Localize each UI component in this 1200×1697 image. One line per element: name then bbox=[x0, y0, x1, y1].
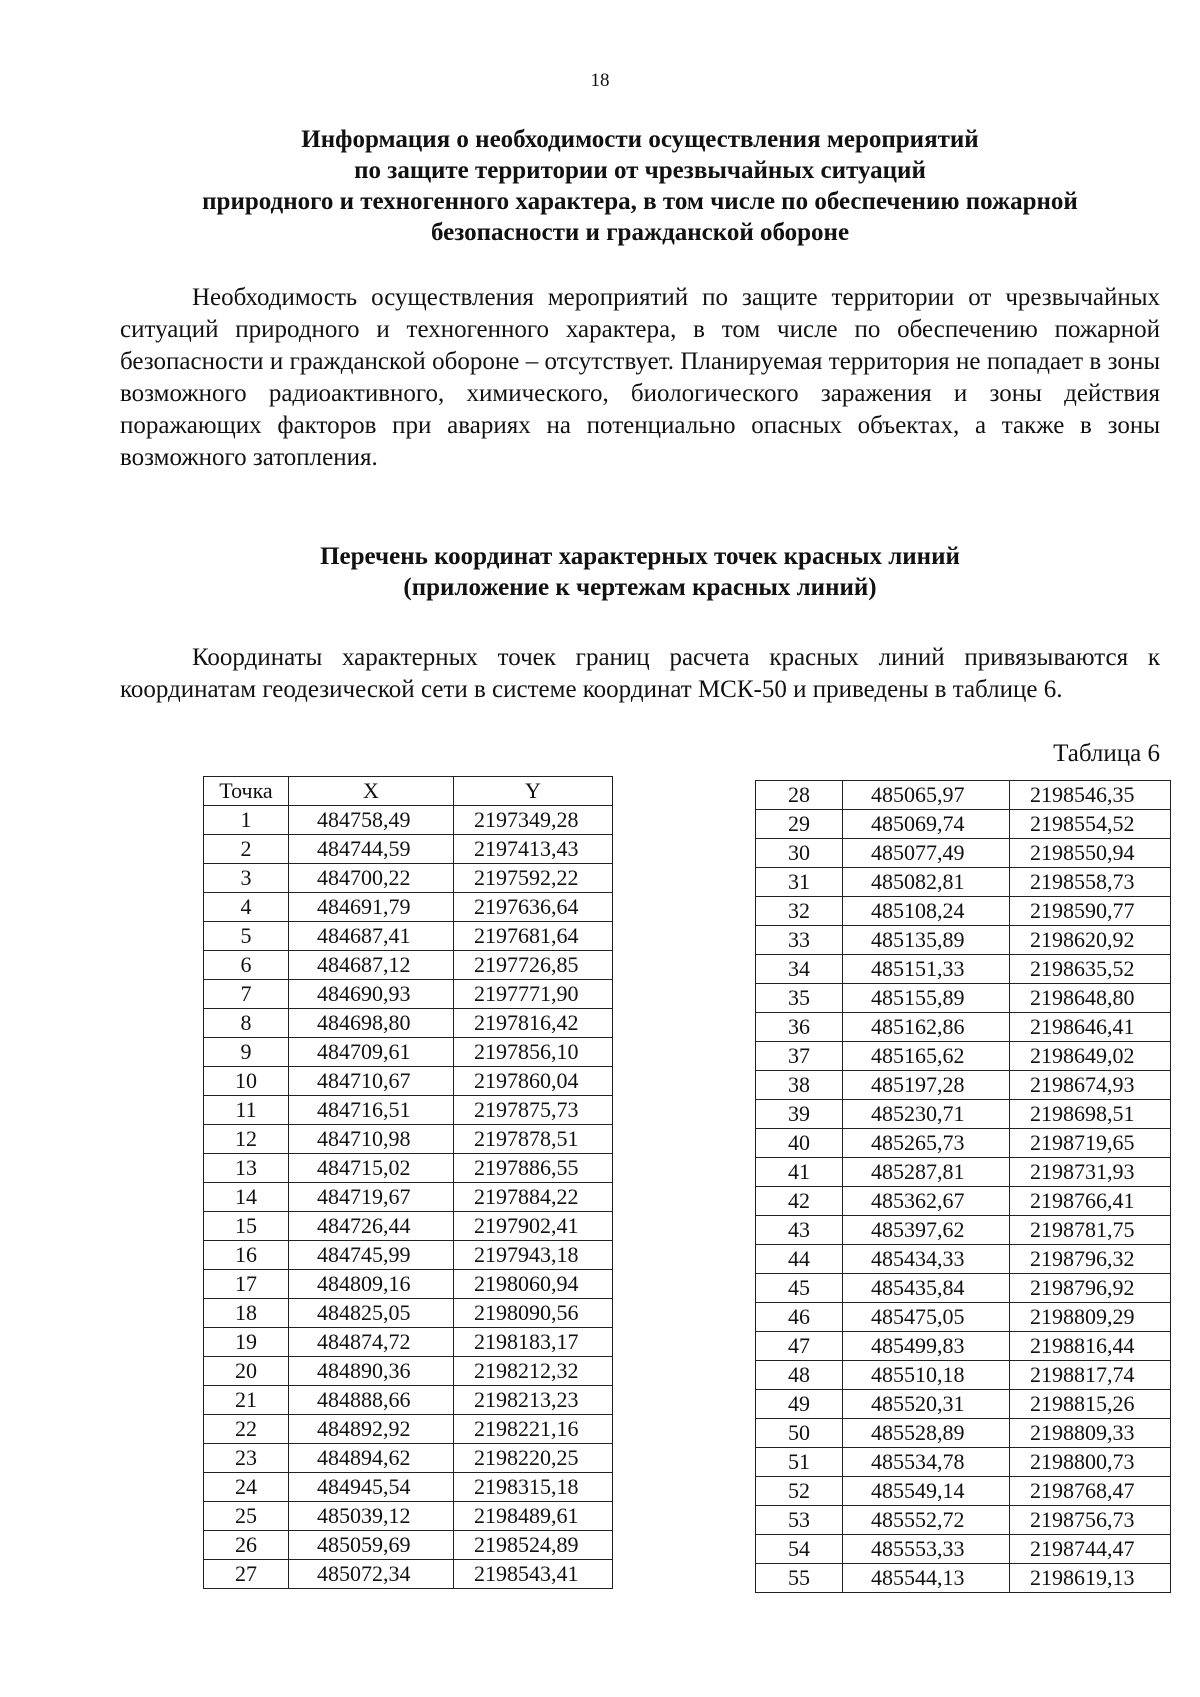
point-number: 49 bbox=[756, 1390, 843, 1419]
x-coordinate: 485072,34 bbox=[289, 1560, 454, 1589]
table-row bbox=[204, 1183, 613, 1212]
x-coordinate: 484888,66 bbox=[289, 1386, 454, 1415]
table-row bbox=[756, 1448, 1171, 1477]
x-coordinate: 485059,69 bbox=[289, 1531, 454, 1560]
table-header-row bbox=[204, 777, 613, 806]
y-coordinate: 2198489,61 bbox=[454, 1502, 613, 1531]
emergency-paragraph: Необходимость осуществления мероприятий по защите территории от чрезвычайных ситуаций природного и техногенного характера, в том числе по обеспечению пожарной безопасности и гражданской обороне – отсутствует. Планируемая территория не попадает в зоны возможного радиоактивного, химического, биологического заражения и зоны действия поражающих факторов при авариях на потенциально опасных объектах, а также в зоны возможного затопления. bbox=[120, 284, 1160, 471]
table-row bbox=[756, 1419, 1171, 1448]
y-coordinate: 2198315,18 bbox=[454, 1473, 613, 1502]
x-coordinate: 485549,14 bbox=[843, 1477, 1010, 1506]
x-coordinate: 485135,89 bbox=[843, 926, 1010, 955]
y-coordinate: 2198731,93 bbox=[1010, 1158, 1171, 1187]
y-coordinate: 2198635,52 bbox=[1010, 955, 1171, 984]
y-coordinate: 2197636,64 bbox=[454, 893, 613, 922]
y-coordinate: 2197771,90 bbox=[454, 980, 613, 1009]
y-coordinate: 2197726,85 bbox=[454, 951, 613, 980]
header-x: X bbox=[289, 777, 454, 806]
point-number: 34 bbox=[756, 955, 843, 984]
x-coordinate: 484892,92 bbox=[289, 1415, 454, 1444]
table-row bbox=[756, 1303, 1171, 1332]
point-number: 40 bbox=[756, 1129, 843, 1158]
y-coordinate: 2198800,73 bbox=[1010, 1448, 1171, 1477]
x-coordinate: 485520,31 bbox=[843, 1390, 1010, 1419]
page-number: 18 bbox=[590, 70, 610, 91]
y-coordinate: 2198809,33 bbox=[1010, 1419, 1171, 1448]
x-coordinate: 485151,33 bbox=[843, 955, 1010, 984]
x-coordinate: 485435,84 bbox=[843, 1274, 1010, 1303]
x-coordinate: 484715,02 bbox=[289, 1154, 454, 1183]
point-number: 55 bbox=[756, 1564, 843, 1593]
y-coordinate: 2198796,92 bbox=[1010, 1274, 1171, 1303]
x-coordinate: 485528,89 bbox=[843, 1419, 1010, 1448]
point-number: 15 bbox=[204, 1212, 289, 1241]
table-row bbox=[204, 835, 613, 864]
y-coordinate: 2198744,47 bbox=[1010, 1535, 1171, 1564]
point-number: 43 bbox=[756, 1216, 843, 1245]
x-coordinate: 485108,24 bbox=[843, 897, 1010, 926]
table-row bbox=[204, 1067, 613, 1096]
point-number: 17 bbox=[204, 1270, 289, 1299]
x-coordinate: 484687,12 bbox=[289, 951, 454, 980]
point-number: 46 bbox=[756, 1303, 843, 1332]
table-row bbox=[204, 1415, 613, 1444]
point-number: 14 bbox=[204, 1183, 289, 1212]
point-number: 24 bbox=[204, 1473, 289, 1502]
point-number: 51 bbox=[756, 1448, 843, 1477]
point-number: 9 bbox=[204, 1038, 289, 1067]
y-coordinate: 2198558,73 bbox=[1010, 868, 1171, 897]
table-row bbox=[204, 1473, 613, 1502]
point-number: 45 bbox=[756, 1274, 843, 1303]
x-coordinate: 484894,62 bbox=[289, 1444, 454, 1473]
y-coordinate: 2197943,18 bbox=[454, 1241, 613, 1270]
y-coordinate: 2198543,41 bbox=[454, 1560, 613, 1589]
table-row bbox=[204, 951, 613, 980]
point-number: 23 bbox=[204, 1444, 289, 1473]
y-coordinate: 2198817,74 bbox=[1010, 1361, 1171, 1390]
x-coordinate: 484719,67 bbox=[289, 1183, 454, 1212]
x-coordinate: 485165,62 bbox=[843, 1042, 1010, 1071]
table-row bbox=[756, 1274, 1171, 1303]
point-number: 2 bbox=[204, 835, 289, 864]
table-row bbox=[756, 1361, 1171, 1390]
point-number: 1 bbox=[204, 806, 289, 835]
x-coordinate: 484709,61 bbox=[289, 1038, 454, 1067]
x-coordinate: 485265,73 bbox=[843, 1129, 1010, 1158]
section-title-red-lines bbox=[120, 541, 1160, 603]
x-coordinate: 485553,33 bbox=[843, 1535, 1010, 1564]
title-line: (приложение к чертежам красных линий) bbox=[403, 574, 877, 601]
point-number: 38 bbox=[756, 1071, 843, 1100]
point-number: 10 bbox=[204, 1067, 289, 1096]
table-row bbox=[204, 1038, 613, 1067]
table-row bbox=[204, 1009, 613, 1038]
table-row bbox=[204, 893, 613, 922]
point-number: 54 bbox=[756, 1535, 843, 1564]
table-row bbox=[756, 1477, 1171, 1506]
point-number: 41 bbox=[756, 1158, 843, 1187]
table-row bbox=[204, 1357, 613, 1386]
point-number: 12 bbox=[204, 1125, 289, 1154]
point-number: 25 bbox=[204, 1502, 289, 1531]
x-coordinate: 484745,99 bbox=[289, 1241, 454, 1270]
table-row bbox=[756, 1216, 1171, 1245]
coordinates-table-left bbox=[203, 776, 613, 1589]
y-coordinate: 2197878,51 bbox=[454, 1125, 613, 1154]
y-coordinate: 2197816,42 bbox=[454, 1009, 613, 1038]
x-coordinate: 484890,36 bbox=[289, 1357, 454, 1386]
table-row bbox=[756, 1506, 1171, 1535]
y-coordinate: 2198590,77 bbox=[1010, 897, 1171, 926]
x-coordinate: 485077,49 bbox=[843, 839, 1010, 868]
table-row bbox=[204, 1096, 613, 1125]
x-coordinate: 484710,98 bbox=[289, 1125, 454, 1154]
x-coordinate: 485552,72 bbox=[843, 1506, 1010, 1535]
table-row bbox=[756, 781, 1171, 810]
y-coordinate: 2197413,43 bbox=[454, 835, 613, 864]
point-number: 3 bbox=[204, 864, 289, 893]
point-number: 39 bbox=[756, 1100, 843, 1129]
y-coordinate: 2198554,52 bbox=[1010, 810, 1171, 839]
point-number: 36 bbox=[756, 1013, 843, 1042]
table-row bbox=[756, 1535, 1171, 1564]
point-number: 30 bbox=[756, 839, 843, 868]
table-row bbox=[756, 1100, 1171, 1129]
y-coordinate: 2198649,02 bbox=[1010, 1042, 1171, 1071]
x-coordinate: 484758,49 bbox=[289, 806, 454, 835]
point-number: 53 bbox=[756, 1506, 843, 1535]
y-coordinate: 2198719,65 bbox=[1010, 1129, 1171, 1158]
table-row bbox=[756, 1042, 1171, 1071]
point-number: 6 bbox=[204, 951, 289, 980]
y-coordinate: 2198183,17 bbox=[454, 1328, 613, 1357]
point-number: 13 bbox=[204, 1154, 289, 1183]
x-coordinate: 484687,41 bbox=[289, 922, 454, 951]
table-body-left bbox=[204, 806, 613, 1589]
y-coordinate: 2198756,73 bbox=[1010, 1506, 1171, 1535]
table-row bbox=[756, 1158, 1171, 1187]
point-number: 31 bbox=[756, 868, 843, 897]
table-row bbox=[204, 1502, 613, 1531]
x-coordinate: 484874,72 bbox=[289, 1328, 454, 1357]
table-row bbox=[204, 806, 613, 835]
y-coordinate: 2197886,55 bbox=[454, 1154, 613, 1183]
point-number: 20 bbox=[204, 1357, 289, 1386]
table-row bbox=[756, 955, 1171, 984]
coordinates-paragraph: Координаты характерных точек границ расчета красных линий привязываются к координатам геодезической сети в системе координат МСК-50 и приведены в таблице 6. bbox=[120, 644, 1160, 703]
table-row bbox=[204, 1212, 613, 1241]
x-coordinate: 485534,78 bbox=[843, 1448, 1010, 1477]
x-coordinate: 485362,67 bbox=[843, 1187, 1010, 1216]
header-y: Y bbox=[454, 777, 613, 806]
table-row bbox=[204, 1241, 613, 1270]
table-row bbox=[204, 1328, 613, 1357]
x-coordinate: 484809,16 bbox=[289, 1270, 454, 1299]
x-coordinate: 485069,74 bbox=[843, 810, 1010, 839]
title-line: природного и техногенного характера, в том числе по обеспечению пожарной bbox=[202, 188, 1078, 215]
x-coordinate: 485082,81 bbox=[843, 868, 1010, 897]
x-coordinate: 484698,80 bbox=[289, 1009, 454, 1038]
x-coordinate: 485397,62 bbox=[843, 1216, 1010, 1245]
x-coordinate: 484825,05 bbox=[289, 1299, 454, 1328]
y-coordinate: 2198648,80 bbox=[1010, 984, 1171, 1013]
x-coordinate: 485197,28 bbox=[843, 1071, 1010, 1100]
point-number: 18 bbox=[204, 1299, 289, 1328]
point-number: 21 bbox=[204, 1386, 289, 1415]
table-row bbox=[756, 1390, 1171, 1419]
y-coordinate: 2198809,29 bbox=[1010, 1303, 1171, 1332]
point-number: 27 bbox=[204, 1560, 289, 1589]
table-body-right bbox=[756, 781, 1171, 1593]
y-coordinate: 2198619,13 bbox=[1010, 1564, 1171, 1593]
x-coordinate: 484690,93 bbox=[289, 980, 454, 1009]
point-number: 29 bbox=[756, 810, 843, 839]
x-coordinate: 485434,33 bbox=[843, 1245, 1010, 1274]
point-number: 22 bbox=[204, 1415, 289, 1444]
x-coordinate: 485510,18 bbox=[843, 1361, 1010, 1390]
point-number: 50 bbox=[756, 1419, 843, 1448]
table-row bbox=[756, 1013, 1171, 1042]
section-title-emergency-info bbox=[120, 124, 1160, 248]
y-coordinate: 2198816,44 bbox=[1010, 1332, 1171, 1361]
x-coordinate: 485544,13 bbox=[843, 1564, 1010, 1593]
y-coordinate: 2198524,89 bbox=[454, 1531, 613, 1560]
point-number: 19 bbox=[204, 1328, 289, 1357]
y-coordinate: 2198213,23 bbox=[454, 1386, 613, 1415]
point-number: 16 bbox=[204, 1241, 289, 1270]
title-line: по защите территории от чрезвычайных ситуаций bbox=[354, 157, 926, 184]
y-coordinate: 2197884,22 bbox=[454, 1183, 613, 1212]
table-row bbox=[204, 1270, 613, 1299]
point-number: 33 bbox=[756, 926, 843, 955]
title-line: Информация о необходимости осуществления мероприятий bbox=[301, 126, 979, 153]
point-number: 28 bbox=[756, 781, 843, 810]
table-row bbox=[204, 1531, 613, 1560]
table-row bbox=[756, 1129, 1171, 1158]
point-number: 42 bbox=[756, 1187, 843, 1216]
table-row bbox=[756, 1564, 1171, 1593]
point-number: 11 bbox=[204, 1096, 289, 1125]
y-coordinate: 2197902,41 bbox=[454, 1212, 613, 1241]
table-row bbox=[204, 1299, 613, 1328]
point-number: 47 bbox=[756, 1332, 843, 1361]
x-coordinate: 485287,81 bbox=[843, 1158, 1010, 1187]
point-number: 26 bbox=[204, 1531, 289, 1560]
table-row bbox=[204, 864, 613, 893]
y-coordinate: 2198815,26 bbox=[1010, 1390, 1171, 1419]
coordinates-table-right bbox=[755, 780, 1171, 1593]
point-number: 4 bbox=[204, 893, 289, 922]
table-row bbox=[204, 1560, 613, 1589]
y-coordinate: 2198698,51 bbox=[1010, 1100, 1171, 1129]
table-row bbox=[756, 897, 1171, 926]
y-coordinate: 2198090,56 bbox=[454, 1299, 613, 1328]
y-coordinate: 2198768,47 bbox=[1010, 1477, 1171, 1506]
y-coordinate: 2198546,35 bbox=[1010, 781, 1171, 810]
x-coordinate: 484945,54 bbox=[289, 1473, 454, 1502]
x-coordinate: 485499,83 bbox=[843, 1332, 1010, 1361]
y-coordinate: 2197349,28 bbox=[454, 806, 613, 835]
y-coordinate: 2198796,32 bbox=[1010, 1245, 1171, 1274]
table-row bbox=[756, 926, 1171, 955]
y-coordinate: 2197592,22 bbox=[454, 864, 613, 893]
table-row bbox=[756, 1245, 1171, 1274]
y-coordinate: 2198781,75 bbox=[1010, 1216, 1171, 1245]
table-row bbox=[756, 1071, 1171, 1100]
y-coordinate: 2198550,94 bbox=[1010, 839, 1171, 868]
point-number: 32 bbox=[756, 897, 843, 926]
table-caption: Таблица 6 bbox=[1053, 740, 1160, 767]
table-row bbox=[204, 1125, 613, 1154]
point-number: 52 bbox=[756, 1477, 843, 1506]
table-row bbox=[204, 922, 613, 951]
y-coordinate: 2198212,32 bbox=[454, 1357, 613, 1386]
y-coordinate: 2198674,93 bbox=[1010, 1071, 1171, 1100]
x-coordinate: 484691,79 bbox=[289, 893, 454, 922]
title-line: Перечень координат характерных точек красных линий bbox=[320, 543, 960, 570]
title-line: безопасности и гражданской обороне bbox=[430, 219, 850, 246]
point-number: 44 bbox=[756, 1245, 843, 1274]
y-coordinate: 2198646,41 bbox=[1010, 1013, 1171, 1042]
x-coordinate: 485065,97 bbox=[843, 781, 1010, 810]
point-number: 37 bbox=[756, 1042, 843, 1071]
x-coordinate: 485155,89 bbox=[843, 984, 1010, 1013]
y-coordinate: 2198060,94 bbox=[454, 1270, 613, 1299]
x-coordinate: 484710,67 bbox=[289, 1067, 454, 1096]
y-coordinate: 2198220,25 bbox=[454, 1444, 613, 1473]
x-coordinate: 485230,71 bbox=[843, 1100, 1010, 1129]
table-row bbox=[756, 1187, 1171, 1216]
y-coordinate: 2197875,73 bbox=[454, 1096, 613, 1125]
y-coordinate: 2198620,92 bbox=[1010, 926, 1171, 955]
x-coordinate: 484700,22 bbox=[289, 864, 454, 893]
y-coordinate: 2197681,64 bbox=[454, 922, 613, 951]
table-row bbox=[204, 980, 613, 1009]
header-point: Точка bbox=[204, 777, 289, 806]
table-row bbox=[756, 984, 1171, 1013]
point-number: 8 bbox=[204, 1009, 289, 1038]
table-row bbox=[204, 1444, 613, 1473]
x-coordinate: 485039,12 bbox=[289, 1502, 454, 1531]
x-coordinate: 484716,51 bbox=[289, 1096, 454, 1125]
x-coordinate: 484726,44 bbox=[289, 1212, 454, 1241]
table-row bbox=[756, 810, 1171, 839]
table-row bbox=[204, 1154, 613, 1183]
x-coordinate: 484744,59 bbox=[289, 835, 454, 864]
y-coordinate: 2197856,10 bbox=[454, 1038, 613, 1067]
table-row bbox=[756, 868, 1171, 897]
x-coordinate: 485162,86 bbox=[843, 1013, 1010, 1042]
point-number: 7 bbox=[204, 980, 289, 1009]
table-row bbox=[204, 1386, 613, 1415]
point-number: 5 bbox=[204, 922, 289, 951]
y-coordinate: 2197860,04 bbox=[454, 1067, 613, 1096]
y-coordinate: 2198766,41 bbox=[1010, 1187, 1171, 1216]
point-number: 48 bbox=[756, 1361, 843, 1390]
y-coordinate: 2198221,16 bbox=[454, 1415, 613, 1444]
table-row bbox=[756, 1332, 1171, 1361]
x-coordinate: 485475,05 bbox=[843, 1303, 1010, 1332]
table-row bbox=[756, 839, 1171, 868]
point-number: 35 bbox=[756, 984, 843, 1013]
